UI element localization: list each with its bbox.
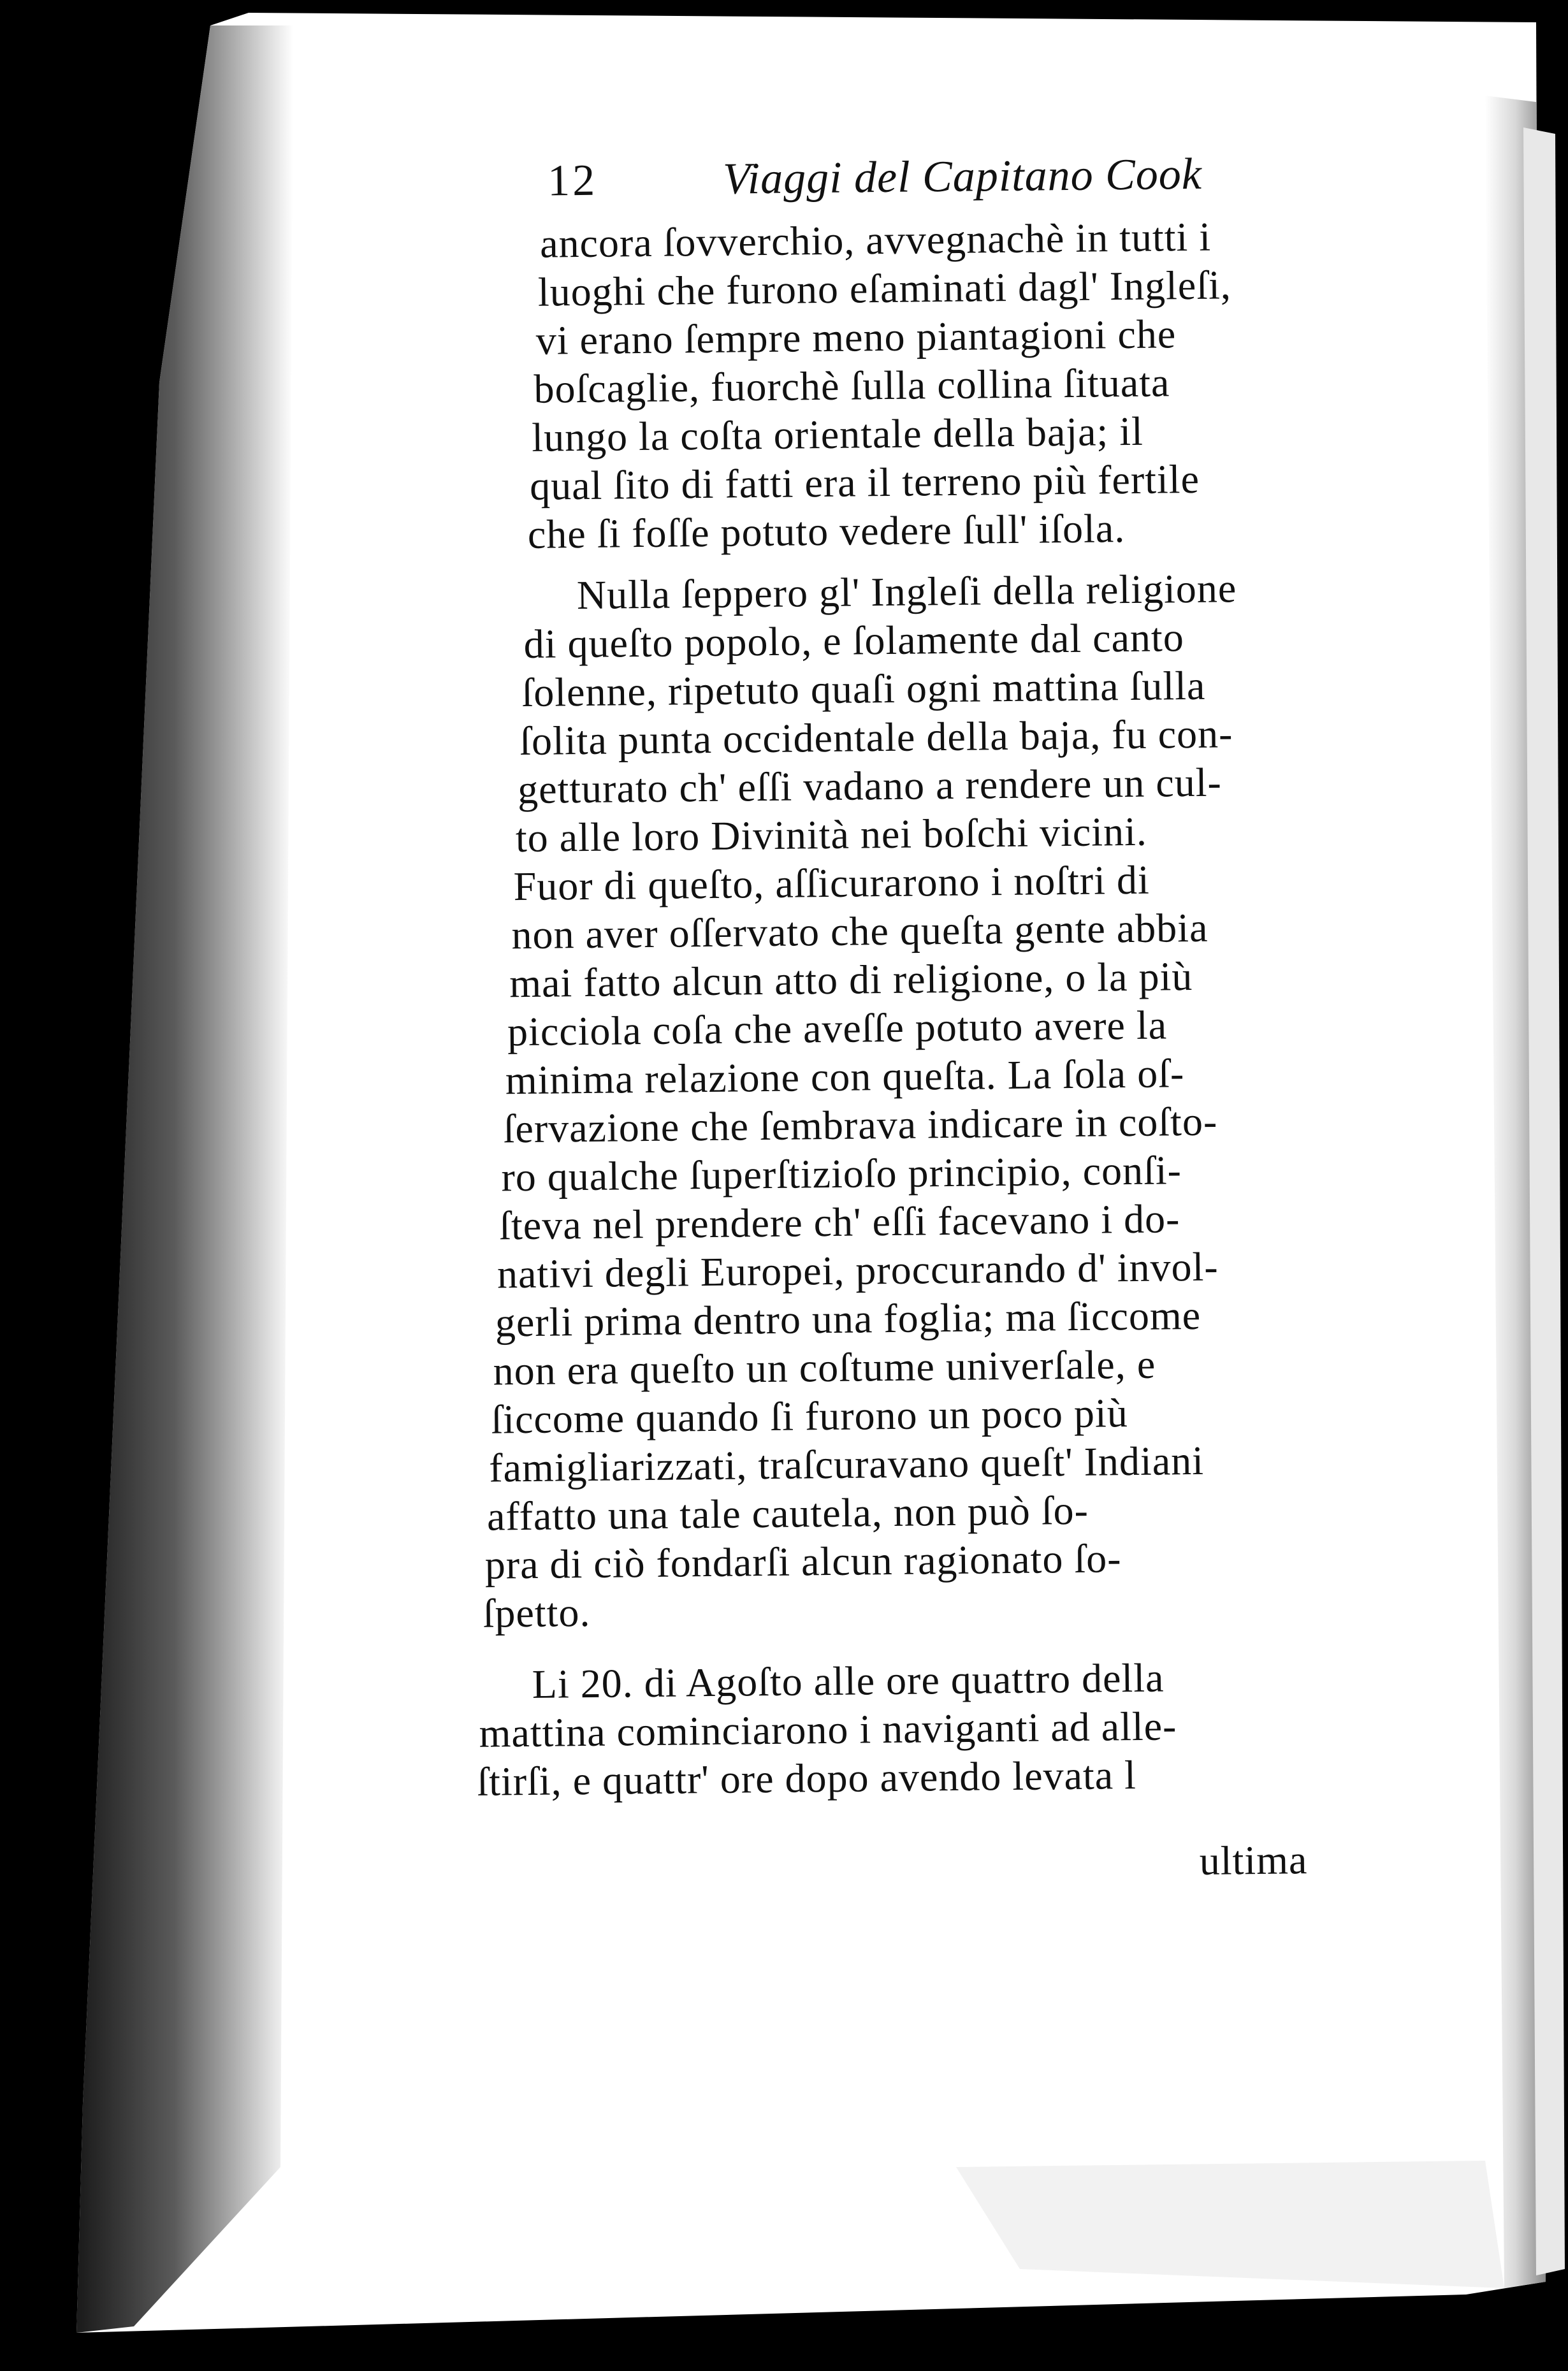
page-number: 12 [547, 156, 598, 206]
text-line: ſervazione che ſembrava indicare in coſto- [503, 1098, 1218, 1152]
text-line: ſolita punta occidentale della baja, fu con- [519, 711, 1233, 764]
catchword: ultima [1199, 1837, 1308, 1883]
text-line: getturato ch' eſſi vadano a rendere un cul- [517, 759, 1223, 813]
text-line: ſiccome quando ſi furono un poco più [491, 1390, 1129, 1442]
text-line: to alle loro Divinità nei boſchi vicini. [515, 808, 1148, 861]
text-line: ancora ſovverchio, avvegnachè in tutti i [539, 214, 1212, 266]
text-line: boſcaglie, fuorchè ſulla collina ſituata [534, 359, 1170, 412]
text-line: minima relazione con queſta. La ſola oſ- [505, 1050, 1185, 1103]
text-line: che ſi foſſe potuto vedere ſull' iſola. [527, 505, 1126, 557]
text-line: mai fatto alcun atto di religione, o la più [509, 953, 1193, 1006]
text-line: famigliarizzati, traſcuravano queſt' Indiani [488, 1437, 1205, 1491]
text-line: nativi degli Europei, proccurando d' invol- [497, 1244, 1219, 1297]
text-line: ſpetto. [483, 1589, 591, 1636]
text-line: affatto una tale cautela, non può ſo- [486, 1487, 1089, 1539]
running-title: Viaggi del Capitano Cook [722, 149, 1203, 204]
text-line: gerli prima dentro una foglia; ma ſiccome [495, 1292, 1201, 1345]
text-line: non aver oſſervato che queſta gente abbia [511, 904, 1209, 958]
text-line: ſtirſi, e quattr' ore dopo avendo levata l [477, 1751, 1137, 1804]
text-line: ſteva nel prendere ch' eſſi facevano i do- [498, 1196, 1180, 1249]
text-line: lungo la coſta orientale della baja; il [531, 408, 1144, 460]
text-line: di queſto popolo, e ſolamente dal canto [523, 614, 1185, 667]
text-line: pra di ciò fondarſi alcun ragionato ſo- [484, 1535, 1122, 1588]
text-line: Li 20. di Agoſto alle ore quattro della [532, 1655, 1165, 1707]
text-line: luoghi che furono eſaminati dagl' Ingleſi, [537, 262, 1232, 315]
text-line: qual ſito di fatti era il terreno più fertile [529, 456, 1200, 509]
running-header [548, 150, 1203, 206]
text-line: Fuor di queſto, aſſicurarono i noſtri di [513, 857, 1151, 910]
text-line: ſolenne, ripetuto quaſi ogni mattina ſulla [521, 662, 1206, 716]
text-line: vi erano ſempre meno piantagioni che [535, 311, 1177, 363]
text-line: picciola coſa che aveſſe potuto avere la [507, 1002, 1168, 1055]
text-line: Nulla ſeppero gl' Ingleſi della religione [576, 565, 1237, 618]
text-line: non era queſto un coſtume univerſale, e [493, 1341, 1156, 1394]
text-line: mattina cominciarono i naviganti ad alle- [479, 1703, 1177, 1756]
text-line: ro qualche ſuperſtizioſo principio, conſi- [501, 1147, 1182, 1200]
